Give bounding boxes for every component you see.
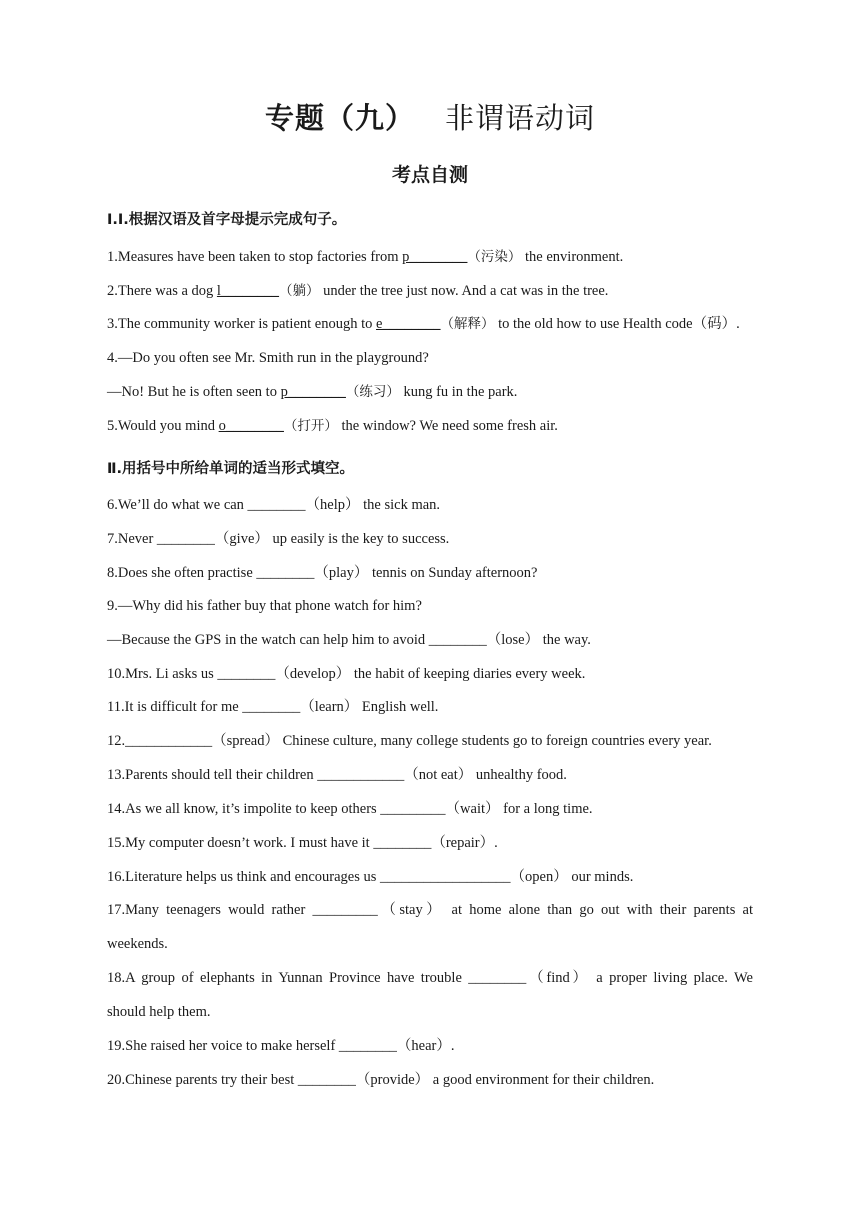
question-9-prompt: 9.—Why did his father buy that phone watch for him? bbox=[107, 598, 422, 614]
question-6: 6.We’ll do what we can ________（help） the sick man. bbox=[107, 497, 441, 513]
question-4-prompt: 4.—Do you often see Mr. Smith run in the playground? bbox=[107, 350, 429, 366]
answer-blank: p________ bbox=[402, 249, 468, 265]
question-17-line-2: weekends. bbox=[107, 936, 168, 952]
question-14: 14.As we all know, it’s impolite to keep others _________（wait） for a long time. bbox=[107, 801, 593, 817]
answer-blank: o________ bbox=[218, 418, 284, 434]
question-5: 5.Would you mind o________（打开） the window? We need some fresh air. bbox=[107, 418, 558, 434]
question-15: 15.My computer doesn’t work. I must have it ________（repair）. bbox=[107, 835, 498, 851]
question-8: 8.Does she often practise ________（play） tennis on Sunday afternoon? bbox=[107, 565, 538, 581]
question-4-answer: —No! But he is often seen to p________（练习） kung fu in the park. bbox=[107, 384, 518, 400]
answer-blank: l________ bbox=[216, 283, 279, 299]
question-17-line-1: 17.Many teenagers would rather _________（stay） at home alone than go out with their parents at bbox=[107, 902, 753, 918]
section-heading-1: Ⅰ.Ⅰ.根据汉语及首字母提示完成句子。 bbox=[107, 212, 347, 228]
question-7: 7.Never ________（give） up easily is the key to success. bbox=[107, 531, 450, 547]
question-9-answer: —Because the GPS in the watch can help him to avoid ________（lose） the way. bbox=[107, 632, 591, 648]
question-20: 20.Chinese parents try their best ________（provide） a good environment for their children. bbox=[107, 1072, 655, 1088]
question-10: 10.Mrs. Li asks us ________（develop） the habit of keeping diaries every week. bbox=[107, 666, 586, 682]
question-12: 12.____________（spread） Chinese culture, many college students go to foreign countries every year. bbox=[107, 733, 712, 749]
question-11: 11.It is difficult for me ________（learn） English well. bbox=[107, 699, 439, 715]
question-2: 2.There was a dog l________（躺） under the tree just now. And a cat was in the tree. bbox=[107, 283, 609, 299]
question-19: 19.She raised her voice to make herself ________（hear）. bbox=[107, 1038, 455, 1054]
question-3: 3.The community worker is patient enough to e________（解释） to the old how to use Health code（码）. bbox=[107, 316, 740, 332]
answer-blank: p________ bbox=[280, 384, 346, 400]
question-18-line-2: should help them. bbox=[107, 1004, 211, 1020]
section-heading-2: Ⅱ.用括号中所给单词的适当形式填空。 bbox=[107, 461, 355, 477]
question-16: 16.Literature helps us think and encourages us __________________（open） our minds. bbox=[107, 869, 634, 885]
section-subtitle: 考点自测 bbox=[391, 164, 468, 186]
answer-blank: e________ bbox=[376, 316, 441, 332]
title-topic-number: 专题（九） bbox=[264, 101, 415, 135]
title-topic-name: 非谓语动词 bbox=[445, 101, 596, 135]
question-1: 1.Measures have been taken to stop factories from p________（污染） the environment. bbox=[107, 249, 624, 265]
question-18-line-1: 18.A group of elephants in Yunnan Province have trouble ________（find） a proper living place. We bbox=[107, 970, 753, 986]
page-title bbox=[107, 96, 753, 137]
question-13: 13.Parents should tell their children ____________（not eat） unhealthy food. bbox=[107, 767, 567, 783]
